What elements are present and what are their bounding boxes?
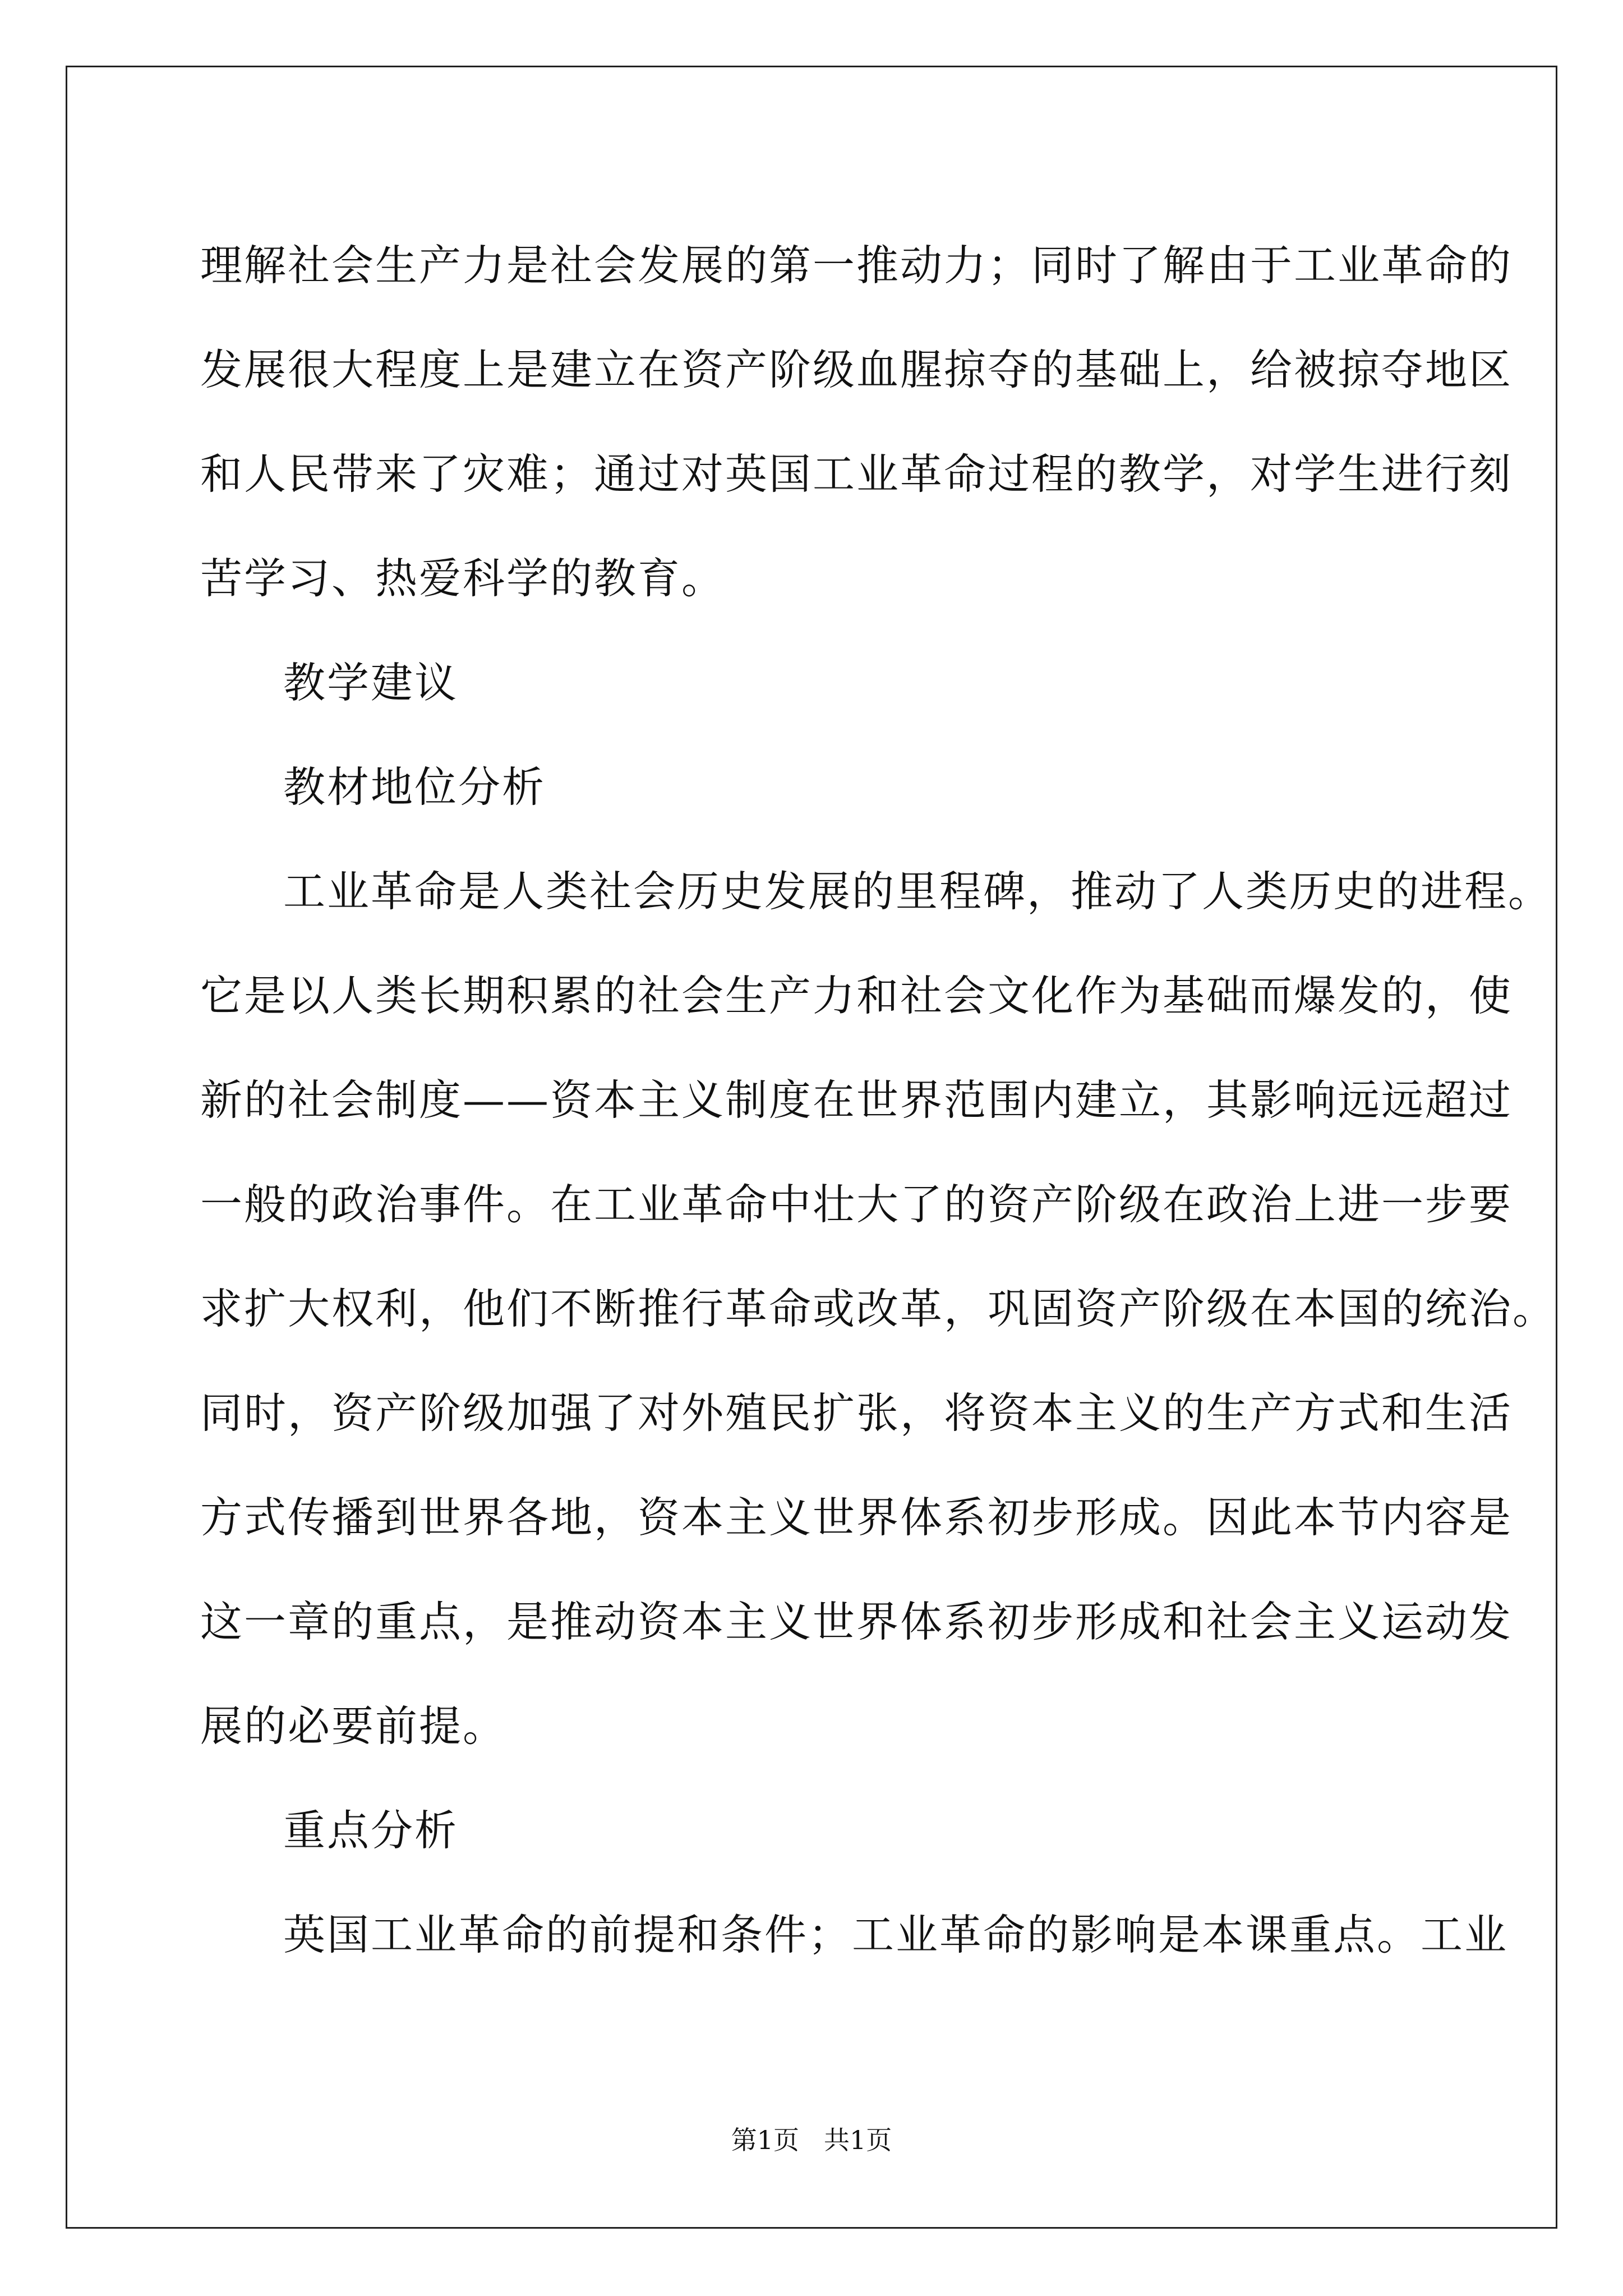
text-line: 方式传播到世界各地，资本主义世界体系初步形成。因此本节内容是 bbox=[200, 1493, 1513, 1542]
text-line: 英国工业革命的前提和条件；工业革命的影响是本课重点。工业 bbox=[283, 1910, 1509, 1959]
text-line: 这一章的重点，是推动资本主义世界体系初步形成和社会主义运动发 bbox=[200, 1597, 1513, 1646]
page-number: 第1页 bbox=[731, 2125, 800, 2155]
text-line: 苦学习、热爱科学的教育。 bbox=[200, 554, 726, 603]
text-line: 同时，资产阶级加强了对外殖民扩张，将资本主义的生产方式和生活 bbox=[200, 1388, 1513, 1438]
text-line: 新的社会制度——资本主义制度在世界范围内建立，其影响远远超过 bbox=[200, 1075, 1513, 1125]
text-line: 一般的政治事件。在工业革命中壮大了的资产阶级在政治上进一步要 bbox=[200, 1180, 1513, 1229]
text-line: 求扩大权利，他们不断推行革命或改革，巩固资产阶级在本国的统治。 bbox=[200, 1284, 1557, 1333]
subsection-heading: 教材地位分析 bbox=[283, 762, 546, 812]
text-line: 工业革命是人类社会历史发展的里程碑，推动了人类历史的进程。 bbox=[283, 867, 1552, 916]
subsection-heading: 重点分析 bbox=[283, 1806, 459, 1855]
page-footer bbox=[0, 2123, 1623, 2157]
text-line: 理解社会生产力是社会发展的第一推动力；同时了解由于工业革命的 bbox=[200, 241, 1513, 290]
document-body bbox=[200, 213, 1557, 1987]
section-heading: 教学建议 bbox=[283, 658, 459, 707]
page-total: 共1页 bbox=[823, 2125, 892, 2155]
text-line: 和人民带来了灾难；通过对英国工业革命过程的教学，对学生进行刻 bbox=[200, 449, 1513, 499]
text-line: 它是以人类长期积累的社会生产力和社会文化作为基础而爆发的，使 bbox=[200, 971, 1513, 1020]
text-line: 展的必要前提。 bbox=[200, 1701, 507, 1751]
text-line: 发展很大程度上是建立在资产阶级血腥掠夺的基础上，给被掠夺地区 bbox=[200, 345, 1513, 394]
